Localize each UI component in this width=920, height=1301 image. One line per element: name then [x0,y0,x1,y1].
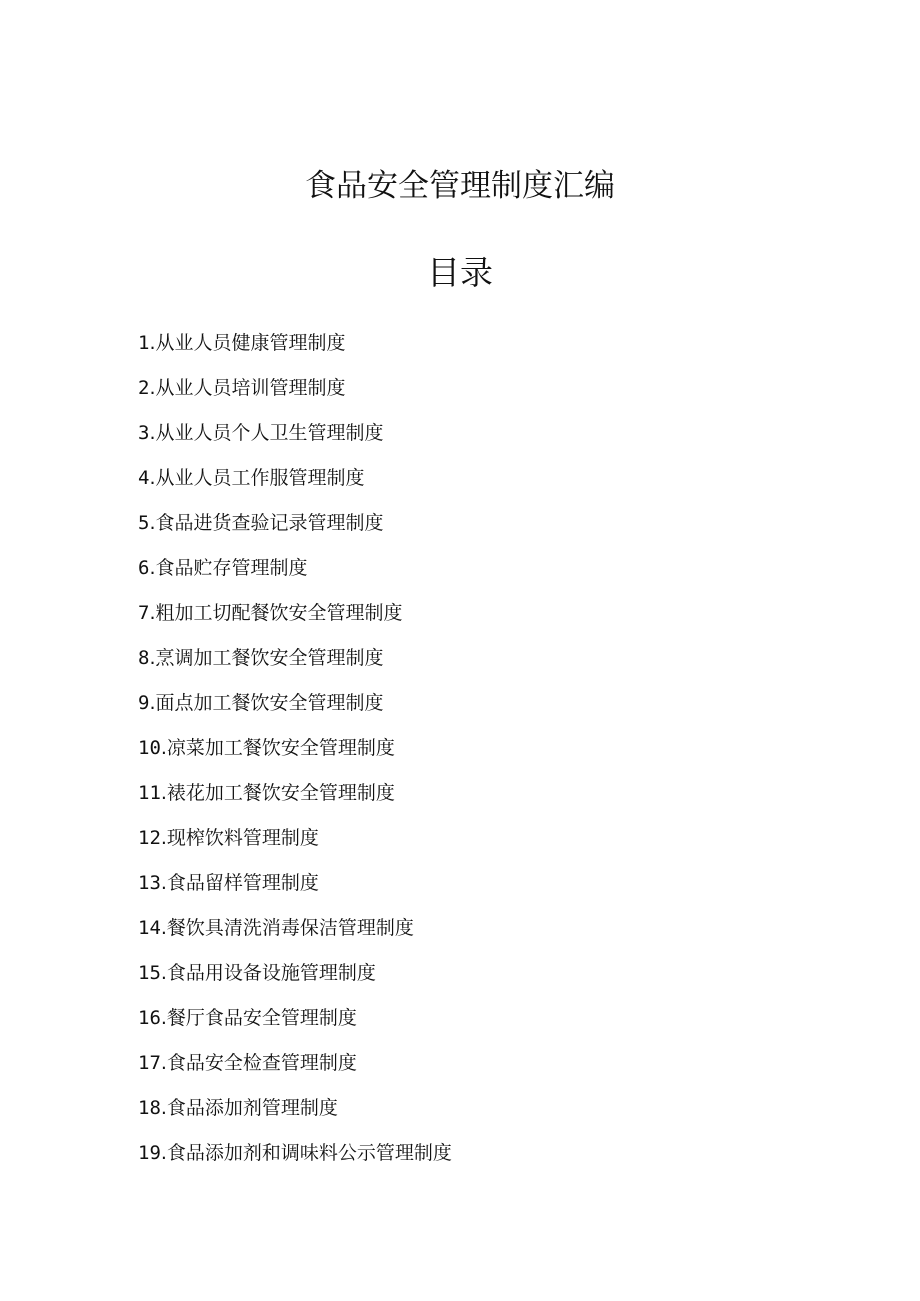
toc-entry-title: .裱花加工餐饮安全管理制度 [160,781,395,804]
toc-entry [138,995,838,1040]
toc-entry-number: 5 [138,511,150,534]
toc-entry-title: .粗加工切配餐饮安全管理制度 [149,601,403,624]
toc-entry-number: 18 [138,1096,161,1119]
toc-entry-number: 11 [138,781,161,804]
toc-entry [138,500,838,545]
document-title: 食品安全管理制度汇编 [305,168,615,204]
toc-entry-title: .食品添加剂和调味料公示管理制度 [160,1141,452,1164]
toc-entry-number: 14 [138,916,161,939]
toc-entry-title: .餐饮具清洗消毒保洁管理制度 [160,916,414,939]
toc-entry-title: .烹调加工餐饮安全管理制度 [149,646,384,669]
toc-entry [138,365,838,410]
toc-entry [138,770,838,815]
toc-entry-title: .从业人员工作服管理制度 [149,466,365,489]
toc-entry-title: .从业人员个人卫生管理制度 [149,421,384,444]
toc-entry-number: 12 [138,826,161,849]
toc-entry-title: .食品安全检查管理制度 [160,1051,357,1074]
toc-entry-number: 16 [138,1006,161,1029]
toc-entry [138,1130,838,1175]
toc-entry [138,410,838,455]
toc-entry-title: .餐厅食品安全管理制度 [160,1006,357,1029]
toc-entry [138,545,838,590]
toc-entry-number: 9 [138,691,150,714]
toc-entry [138,725,838,770]
toc-entry-number: 13 [138,871,161,894]
toc-entry [138,1040,838,1085]
toc-entry-title: .现榨饮料管理制度 [160,826,319,849]
toc-entry [138,455,838,500]
table-of-contents [138,320,838,1175]
toc-entry-number: 17 [138,1051,161,1074]
toc-entry-number: 10 [138,736,161,759]
toc-entry-number: 15 [138,961,161,984]
toc-entry-number: 2 [138,376,150,399]
toc-entry [138,860,838,905]
toc-entry [138,680,838,725]
toc-entry [138,950,838,995]
toc-entry-title: .从业人员健康管理制度 [149,331,346,354]
toc-entry-number: 3 [138,421,150,444]
toc-entry [138,590,838,635]
toc-entry-number: 4 [138,466,150,489]
toc-entry [138,905,838,950]
toc-entry-title: .食品用设备设施管理制度 [160,961,376,984]
toc-entry-title: .食品留样管理制度 [160,871,319,894]
toc-entry-title: .食品进货查验记录管理制度 [149,511,384,534]
toc-entry [138,320,838,365]
toc-entry-number: 7 [138,601,150,624]
toc-entry-title: .食品添加剂管理制度 [160,1096,338,1119]
toc-entry-title: .从业人员培训管理制度 [149,376,346,399]
toc-heading: 目录 [427,253,493,292]
toc-entry [138,815,838,860]
toc-entry [138,635,838,680]
toc-entry [138,1085,838,1130]
toc-entry-title: .凉菜加工餐饮安全管理制度 [160,736,395,759]
toc-entry-title: .食品贮存管理制度 [149,556,308,579]
toc-entry-title: .面点加工餐饮安全管理制度 [149,691,384,714]
toc-entry-number: 19 [138,1141,161,1164]
toc-entry-number: 8 [138,646,150,669]
toc-entry-number: 1 [138,331,150,354]
toc-entry-number: 6 [138,556,150,579]
